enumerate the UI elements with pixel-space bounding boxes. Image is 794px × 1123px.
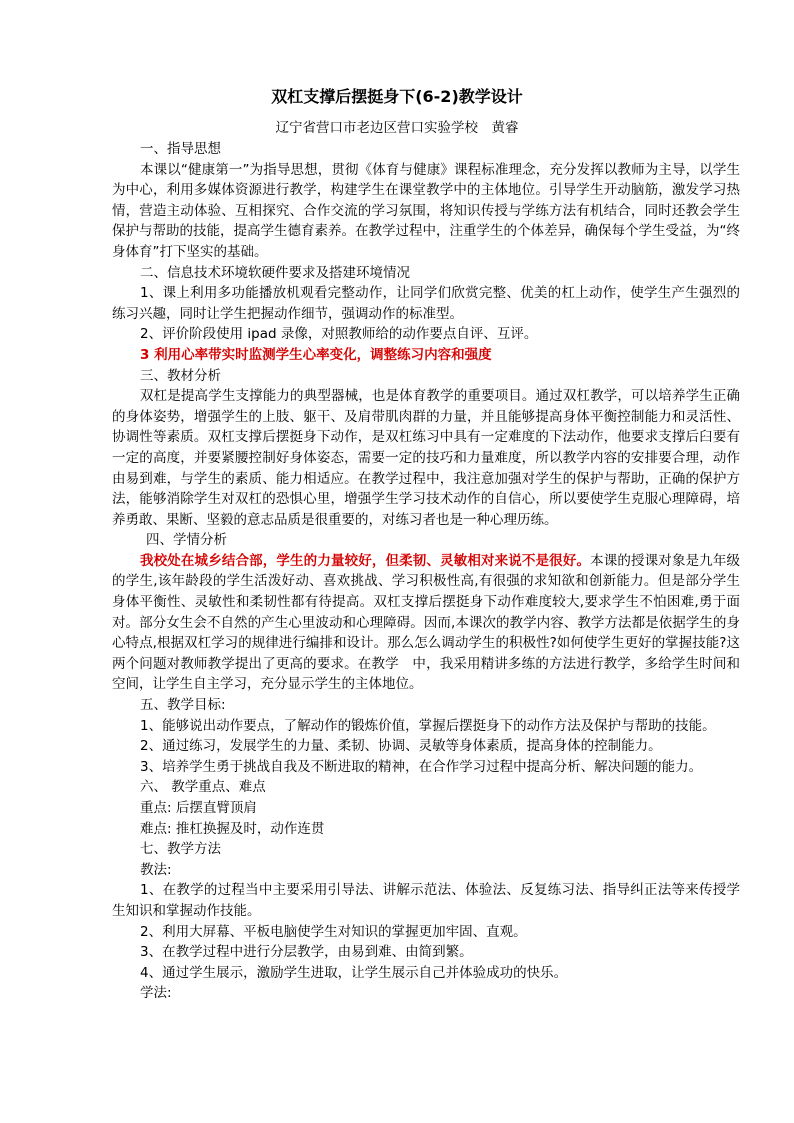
- paragraph-learner-analysis: [112, 551, 740, 695]
- list-item-it-3-highlight: 3 利用心率带实时监测学生心率变化，调整练习内容和强度: [140, 346, 492, 363]
- section-heading-learner-analysis: 四、学情分析: [146, 532, 227, 549]
- list-item-it-1: 1、课上利用多功能播放机观看完整动作，让同学们欣赏完整、优美的杠上动作，使学生产生强烈的练习兴趣，同时让学生把握动作细节，强调动作的标准型。: [112, 285, 740, 322]
- section-heading-guiding-ideology: 一、指导思想: [140, 141, 221, 157]
- list-item-method-4: 4、通过学生展示，激励学生进取，让学生展示自己并体验成功的快乐。: [140, 964, 568, 981]
- learner-analysis-highlight: 我校处在城乡结合部，学生的力量较好，但柔韧、灵敏相对来说不是很好。: [140, 552, 591, 569]
- list-item-it-2: 2、评价阶段使用 ipad 录像，对照教师给的动作要点自评、互评。: [140, 326, 538, 343]
- list-item-method-1: 1、在教学的过程当中主要采用引导法、讲解示范法、体验法、反复练习法、指导纠正法等来传授学生知识和掌握动作技能。: [112, 882, 740, 919]
- list-item-goal-3: 3、培养学生勇于挑战自我及不断进取的精神，在合作学习过程中提高分析、解决问题的能力。: [140, 758, 703, 775]
- section-heading-key-points: 六、 教学重点、难点: [140, 779, 266, 796]
- section-heading-material-analysis: 三、教材分析: [140, 367, 221, 384]
- document-body: [112, 139, 740, 1004]
- section-heading-teaching-goals: 五、教学目标:: [140, 697, 226, 714]
- list-item-goal-2: 2、通过练习，发展学生的力量、柔韧、协调、灵敏等身体素质，提高身体的控制能力。: [140, 738, 662, 755]
- list-item-method-3: 3、在教学过程中进行分层教学，由易到难、由简到繁。: [140, 944, 473, 961]
- section-heading-teaching-methods: 七、教学方法: [140, 841, 221, 858]
- learning-method-label: 学法:: [140, 985, 172, 1002]
- learner-analysis-text: 本课的授课对象是九年级的学生,该年龄段的学生活泼好动、喜欢挑战、学习积极性高,有很强的求知欲和创新能力。但是部分学生身体平衡性、灵敏性和柔韧性都有待提高。双杠支撑后摆挺身下动作难度较大,要求学生不怕困难,勇于面对。部分女生会不自然的产生心里波动和心理障碍。因而,本课次的教学内容、教学方法都是依据学生的身心特点,根据双杠学习的规律进行编排和设计。那么怎么调动学生的积极性?如何使学生更好的掌握技能?这两个问题对教师教学提出了更高的要求。在教学 中，我采用精讲多练的方法进行教学，多给学生时间和空间，让学生自主学习，充分显示学生的主体地位。: [112, 552, 741, 693]
- author-line: 辽宁省营口市老边区营口实验学校 黄睿: [275, 120, 519, 136]
- teaching-method-label: 教法:: [140, 861, 172, 878]
- difficulty-line: 难点: 推杠换握及时，动作连贯: [140, 820, 325, 837]
- paragraph-material-analysis: 双杠是提高学生支撑能力的典型器械，也是体育教学的重要项目。通过双杠教学，可以培养学生正确的身体姿势，增强学生的上肢、躯干、及肩带肌肉群的力量，并且能够提高身体平衡控制能力和灵活性、协调性等素质。双杠支撑后摆挺身下动作，是双杠练习中具有一定难度的下法动作，他要求支撑后臼要有一定的高度，并要紧腰控制好身体姿态，需要一定的技巧和力量难度，所以教学内容的安排要合理，动作由易到难，与学生的素质、能力相适应。在教学过程中，我注意加强对学生的保护与帮助，正确的保护方法，能够消除学生对双杠的恐惧心里，增强学生学习技术动作的自信心，所以要使学生克服心理障碍，培养勇敢、果断、坚毅的意志品质是很重要的，对练习者也是一种心理历练。: [112, 388, 740, 528]
- document-title: 双杠支撑后摆挺身下(6-2)教学设计: [271, 87, 523, 106]
- key-point-line: 重点: 后摆直臂顶肩: [140, 800, 257, 816]
- section-heading-it-environment: 二、信息技术环境软硬件要求及搭建环境情况: [140, 264, 410, 281]
- list-item-goal-1: 1、能够说出动作要点，了解动作的锻炼价值，掌握后摆挺身下的动作方法及保护与帮助的技能。: [140, 717, 716, 734]
- paragraph-guiding-ideology: 本课以“健康第一”为指导思想，贯彻《体育与健康》课程标准理念，充分发挥以教师为主导，以学生为中心，利用多媒体资源进行教学，构建学生在课堂教学中的主体地位。引导学生开动脑筋，激发学习热情，营造主动体验、互相探究、合作交流的学习氛围，将知识传授与学练方法有机结合，同时还教会学生保护与帮助的技能，提高学生德育素养。在教学过程中，注重学生的个体差异，确保每个学生受益，为“终身体育”打下坚实的基础。: [112, 161, 740, 260]
- list-item-method-2: 2、利用大屏幕、平板电脑使学生对知识的掌握更加牢固、直观。: [140, 923, 527, 940]
